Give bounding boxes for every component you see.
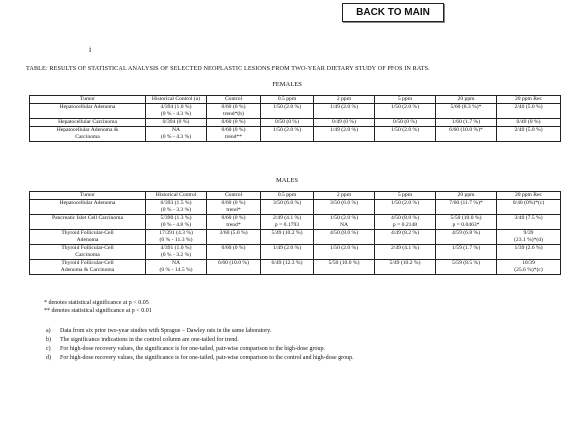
- table-cell: 6/60 (10.0 %)*: [436, 127, 497, 142]
- tumor-name-cell: Pancreatic Islet Cell Carcinoma: [30, 215, 146, 230]
- note-line: ** denotes statistical significance at p < 0.01: [44, 308, 152, 314]
- column-header: 5 ppm: [375, 96, 436, 104]
- column-header: 2 ppm: [314, 96, 375, 104]
- table-cell: 5/60 (8.3 %)*: [436, 104, 497, 119]
- tumor-name-cell: Hepatocellular Adenoma: [30, 104, 146, 119]
- table-cell: 2/40 (5.0 %): [497, 104, 561, 119]
- table-cell: 1/50 (2.0 %): [261, 104, 314, 119]
- tumor-name-cell: Hepatocellular Adenoma: [30, 200, 146, 215]
- table-cell: 5/50 (10.0 %): [314, 260, 375, 275]
- males-table: [29, 191, 561, 275]
- table-row: [30, 230, 561, 245]
- column-header: 20 ppm: [436, 192, 497, 200]
- note-line: * denotes statistical significance at p < 0.05: [44, 300, 149, 306]
- column-header: 0.5 ppm: [261, 96, 314, 104]
- females-heading: FEMALES: [272, 81, 302, 88]
- significance-notes: [44, 299, 152, 315]
- table-cell: 3/50 (6.0 %): [314, 200, 375, 215]
- table-cell: 5/50 (10.0 %) p = 0.0463*: [436, 215, 497, 230]
- table-cell: 1/49 (2.0 %): [261, 245, 314, 260]
- page-mark: i: [89, 45, 92, 54]
- column-header: Tumor: [30, 192, 146, 200]
- table-cell: 2/40 (5.0 %): [497, 127, 561, 142]
- table-row: [30, 200, 561, 215]
- table-cell: 3/60 (5.0 %): [207, 230, 261, 245]
- table-cell: 1/49 (2.0 %): [314, 127, 375, 142]
- table-cell: 4/59 (6.8 %): [436, 230, 497, 245]
- table-cell: 1/50 (2.0 %): [375, 200, 436, 215]
- table-cell: 1/49 (2.0 %): [314, 104, 375, 119]
- table-cell: 4/50 (8.0 %) p = 0.2148: [375, 215, 436, 230]
- table-row: [30, 215, 561, 230]
- table-cell: 4/391 (1.0 %) (0 % - 3.2 %): [146, 245, 207, 260]
- tumor-name-cell: Hepatocellular Adenoma & Carcinoma: [30, 127, 146, 142]
- footnote-a: a) Data from six prior two-year studies with Sprague – Dawley rats in the same laboratory.: [46, 328, 272, 334]
- column-header: 20 ppm: [436, 96, 497, 104]
- table-cell: 4/49 (8.2 %): [375, 230, 436, 245]
- tumor-name-cell: Hepatocellular Carcinoma: [30, 119, 146, 127]
- tumor-name-cell: Thyroid Follicular-Cell Adenoma: [30, 230, 146, 245]
- table-cell: 0/60 (0 %): [207, 119, 261, 127]
- table-cell: 3/40 (7.5 %): [497, 215, 561, 230]
- table-cell: 1/39 (2.6 %): [497, 245, 561, 260]
- table-cell: 1/50 (2.0 %): [375, 127, 436, 142]
- table-cell: 2/49 (4.1 %) p = 0.1793: [261, 215, 314, 230]
- column-header: Tumor: [30, 96, 146, 104]
- column-header: 0.5 ppm: [261, 192, 314, 200]
- column-header: 20 ppm Rec: [497, 192, 561, 200]
- table-cell: 4/394 (1.0 %) (0 % - 4.3 %): [146, 104, 207, 119]
- males-heading: MALES: [275, 177, 299, 184]
- table-cell: 9/39 (23.1 %)*(d): [497, 230, 561, 245]
- table-cell: 6/49 (12.3 %): [261, 260, 314, 275]
- footnotes: [46, 327, 354, 363]
- table-cell: 1/50 (2.0 %): [261, 127, 314, 142]
- footnote-b: b) The significance indications in the control column are one-tailed for trend.: [46, 337, 239, 343]
- table-cell: 4/50 (8.0 %): [314, 230, 375, 245]
- footnote-c: c) For high-dose recovery values, the significance is for one-tailed, pair-wise comparison to the high-dose group.: [46, 346, 325, 352]
- table-cell: 17/391 (4.3 %) (0 % - 11.3 %): [146, 230, 207, 245]
- column-header: 20 ppm Rec: [497, 96, 561, 104]
- header-row: [30, 192, 561, 200]
- table-cell: 0/50 (0 %): [261, 119, 314, 127]
- tumor-name-cell: Thyroid Follicular-Cell Carcinoma: [30, 245, 146, 260]
- table-cell: NA (0 % - 14.5 %): [146, 260, 207, 275]
- table-row: [30, 260, 561, 275]
- table-cell: 1/50 (2.0 %) NA: [314, 215, 375, 230]
- column-header: Control: [207, 192, 261, 200]
- table-cell: 5/59 (8.5 %): [436, 260, 497, 275]
- table-cell: 6/60 (10.0 %): [207, 260, 261, 275]
- table-row: [30, 127, 561, 142]
- table-title: TABLE: RESULTS OF STATISTICAL ANALYSIS OF SELECTED NEOPLASTIC LESIONS FROM TWO-YEAR DIETARY STUDY OF PFOS IN RATS.: [26, 65, 430, 72]
- table-cell: 2/49 (4.1 %): [375, 245, 436, 260]
- table-cell: 5/390 (1.3 %) (0 % - 4.8 %): [146, 215, 207, 230]
- table-cell: 0/394 (0 %): [146, 119, 207, 127]
- table-cell: 1/60 (1.7 %): [436, 119, 497, 127]
- column-header: 5 ppm: [375, 192, 436, 200]
- table-row: [30, 119, 561, 127]
- table-cell: 0/60 (0 %) trend*: [207, 215, 261, 230]
- table-row: [30, 245, 561, 260]
- table-cell: 0/49 (0 %): [314, 119, 375, 127]
- back-to-main-button[interactable]: BACK TO MAIN: [342, 3, 444, 22]
- table-cell: 0/50 (0 %): [375, 119, 436, 127]
- table-cell: 6/393 (1.5 %) (0 % - 3.3 %): [146, 200, 207, 215]
- table-cell: 1/50 (2.0 %): [375, 104, 436, 119]
- table-cell: 5/49 (10.2 %): [261, 230, 314, 245]
- column-header: Historical Control: [146, 192, 207, 200]
- table-cell: 0/60 (0 %) trend*(b): [207, 104, 261, 119]
- table-cell: 3/50 (6.0 %): [261, 200, 314, 215]
- tumor-name-cell: Thyroid Follicular-Cell Adenoma & Carcinoma: [30, 260, 146, 275]
- table-cell: 0/60 (0 %) trend*: [207, 200, 261, 215]
- table-cell: 1/50 (2.0 %): [314, 245, 375, 260]
- column-header: Control: [207, 96, 261, 104]
- footnote-d: d) For high-dose recovery values, the significance is for one-tailed, pair-wise comparison to the control and high-dose group.: [46, 355, 354, 361]
- table-cell: 7/60 (11.7 %)*: [436, 200, 497, 215]
- column-header: 2 ppm: [314, 192, 375, 200]
- table-cell: 1/59 (1.7 %): [436, 245, 497, 260]
- table-cell: 10/39 (25.6 %)*(c): [497, 260, 561, 275]
- table-cell: 5/49 (10.2 %): [375, 260, 436, 275]
- table-cell: 0/60 (0 %) trend**: [207, 127, 261, 142]
- column-header: Historical Control (a): [146, 96, 207, 104]
- females-table: [29, 95, 561, 142]
- header-row: [30, 96, 561, 104]
- table-cell: 0/60 (0 %): [207, 245, 261, 260]
- table-cell: 0/40 (0 %): [497, 119, 561, 127]
- table-row: [30, 104, 561, 119]
- table-cell: NA (0 % - 4.3 %): [146, 127, 207, 142]
- table-cell: 0/40 (0%)*(c): [497, 200, 561, 215]
